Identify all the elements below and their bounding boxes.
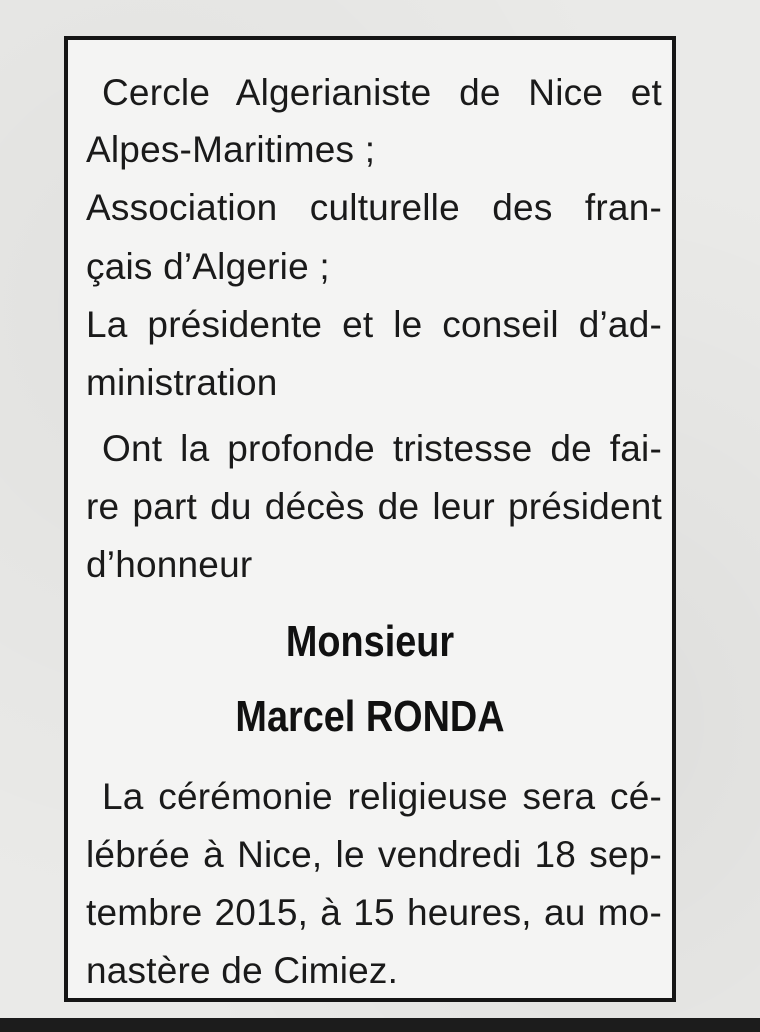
deceased-name: Marcel RONDA [235,692,505,741]
notice-line: d’honneur [86,544,253,585]
page-edge-strip [0,1018,760,1032]
ceremony-line: tembre 2015, à 15 heures, au mo- [86,892,662,933]
ceremony-line: nastère de Cimiez. [86,950,399,991]
notice-line: La présidente et le conseil d’ad- [86,304,662,345]
notice-line: çais d’Algerie ; [86,246,330,287]
notice-line: Alpes-Maritimes ; [86,129,376,170]
notice-line: ministration [86,362,278,403]
notice-line: Association culturelle des fran- [86,187,662,228]
notice-line: Cercle Algerianiste de Nice et [102,72,662,113]
notice-line: re part du décès de leur président [86,486,662,527]
ceremony-line: lébrée à Nice, le vendredi 18 sep- [86,834,662,875]
deceased-title: Monsieur [285,617,455,666]
notice-line: Ont la profonde tristesse de fai- [102,428,662,469]
ceremony-line: La cérémonie religieuse sera cé- [102,776,662,817]
